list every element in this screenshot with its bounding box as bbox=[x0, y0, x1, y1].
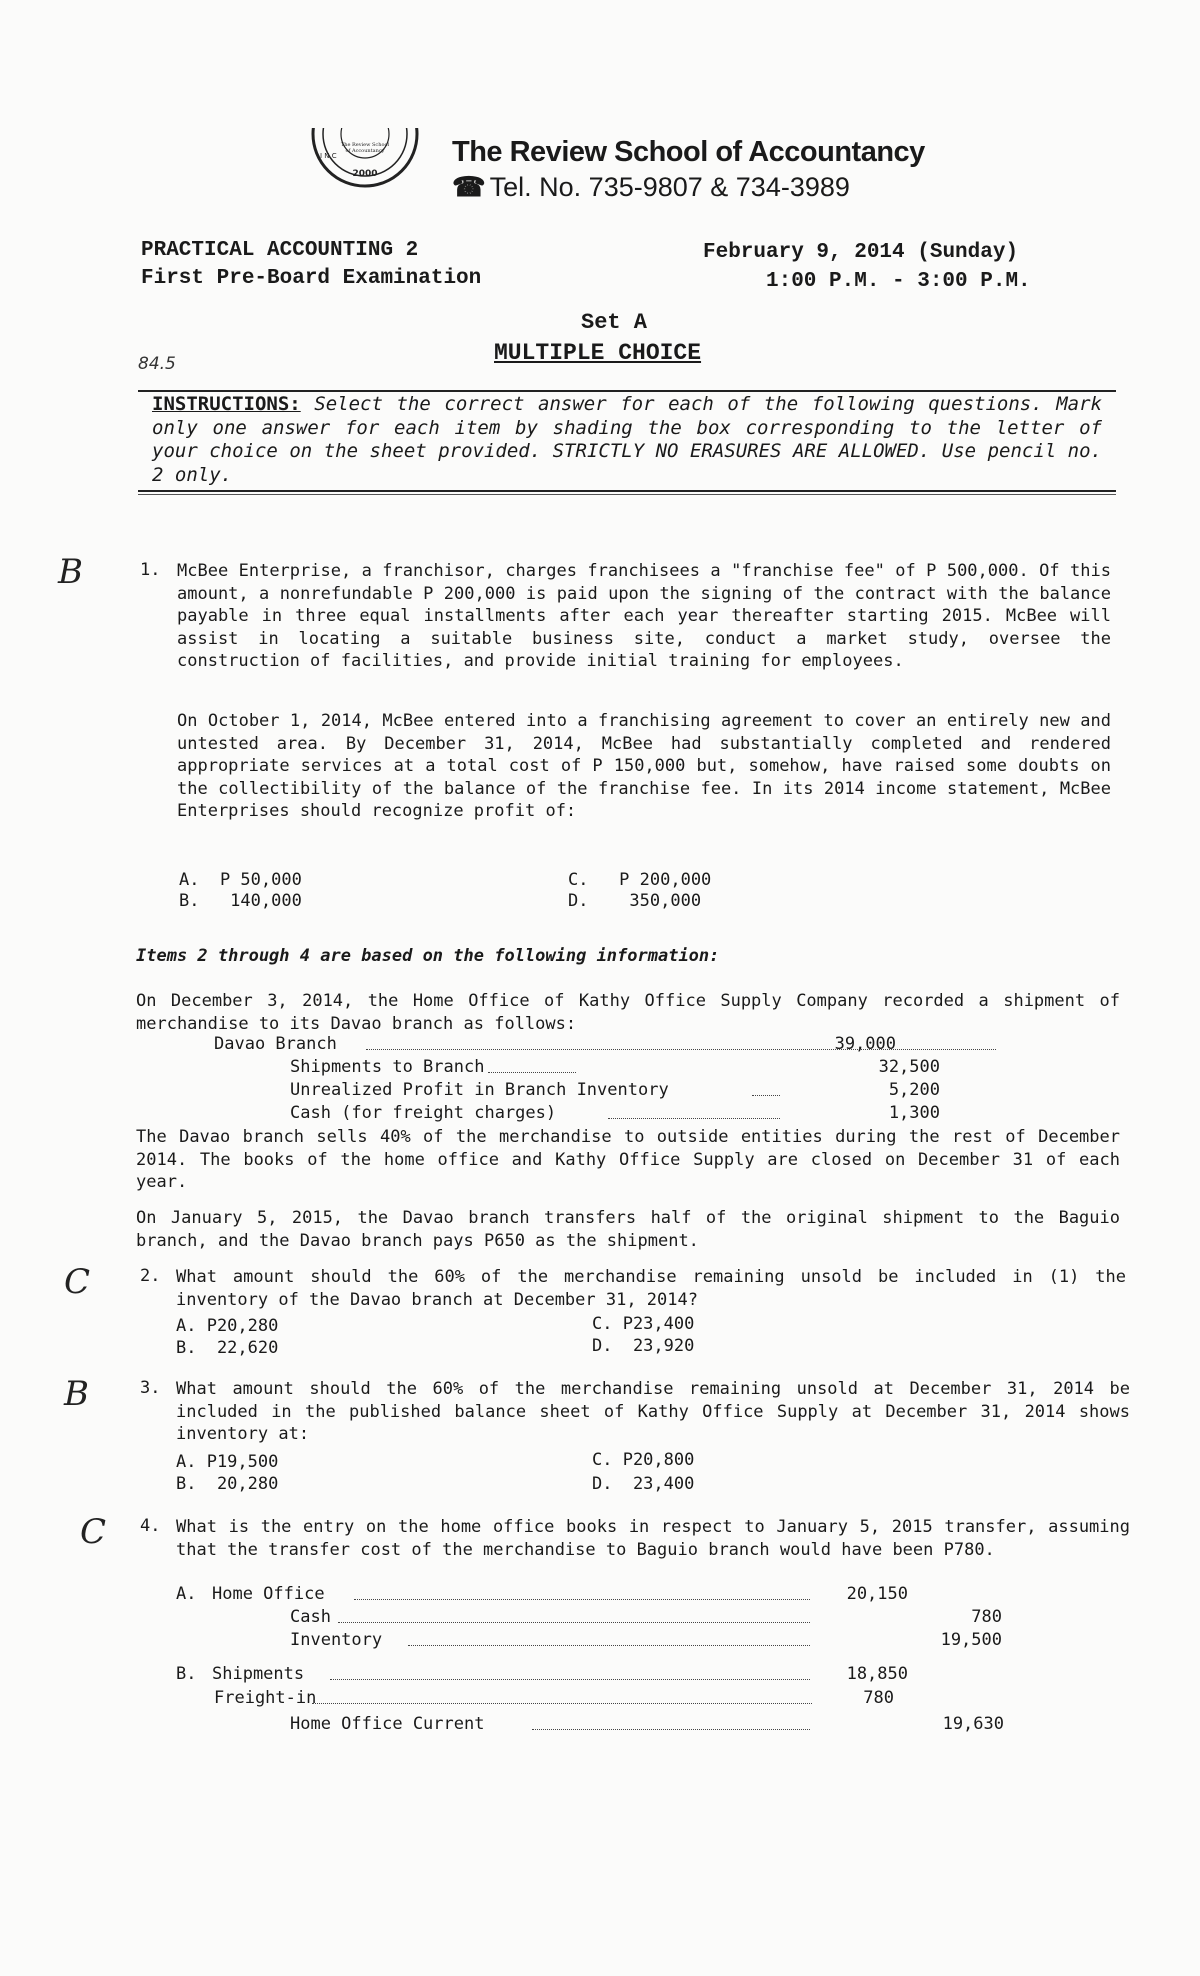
question-2-option-c[interactable]: C. P23,400 bbox=[592, 1314, 695, 1334]
section-title: MULTIPLE CHOICE bbox=[494, 340, 702, 366]
question-1-option-d[interactable]: D. 350,000 bbox=[568, 891, 702, 911]
entry-account: Home Office Current bbox=[290, 1714, 485, 1734]
question-4-number: 4. bbox=[140, 1516, 161, 1536]
instructions-label: INSTRUCTIONS: bbox=[152, 393, 301, 415]
items-heading: Items 2 through 4 are based on the following information: bbox=[136, 946, 720, 966]
dotted-leader bbox=[532, 1714, 810, 1730]
instructions-top-rule bbox=[138, 390, 1116, 392]
instructions-text: Select the correct answer for each of the following questions. Mark only one answer for each item by shading the box corresponding to the letter of your choice on the sheet provided. STRICTLY NO ERASURES ARE ALLOWED. Use pencil no. 2 only. bbox=[152, 393, 1102, 486]
dotted-leader bbox=[330, 1664, 810, 1680]
entry-account: Home Office bbox=[212, 1584, 325, 1604]
school-seal-logo bbox=[306, 128, 424, 188]
question-2-option-a[interactable]: A. P20,280 bbox=[176, 1316, 279, 1336]
phone-icon: ☎ bbox=[452, 172, 486, 202]
entry-account: Shipments bbox=[212, 1664, 305, 1684]
entry-account: Davao Branch bbox=[214, 1034, 337, 1054]
dotted-leader bbox=[488, 1057, 576, 1073]
question-1-option-c[interactable]: C. P 200,000 bbox=[568, 870, 712, 890]
question-4-a-entry-row bbox=[212, 1584, 912, 1606]
entry-credit: 19,500 bbox=[940, 1630, 1002, 1650]
dotted-leader bbox=[752, 1080, 780, 1096]
question-3-text: What amount should the 60% of the merchandise remaining unsold at December 31, 2014 be included in the published balance sheet of Kathy Office Supply at December 31, 2014 shows inventory at: bbox=[176, 1379, 1130, 1444]
question-3-option-a[interactable]: A. P19,500 bbox=[176, 1452, 279, 1472]
dotted-leader bbox=[354, 1584, 810, 1600]
question-1-number: 1. bbox=[140, 560, 161, 580]
entry-credit: 780 bbox=[971, 1607, 1002, 1627]
question-4-a-entry-row bbox=[290, 1630, 1020, 1652]
question-4-text: What is the entry on the home office books in respect to January 5, 2015 transfer, assuming that the transfer cost of the merchandise to Baguio branch would have been P780. bbox=[176, 1517, 1130, 1560]
info-entry-row bbox=[290, 1103, 950, 1125]
dotted-leader bbox=[312, 1688, 812, 1704]
question-4-b-entry-row bbox=[290, 1714, 1020, 1736]
instructions-bottom-rule-2 bbox=[138, 494, 1116, 495]
question-2-number: 2. bbox=[140, 1266, 161, 1286]
handwritten-answer-q3: B bbox=[64, 1374, 89, 1414]
entry-account: Shipments to Branch bbox=[290, 1057, 485, 1077]
question-3-option-b[interactable]: B. 20,280 bbox=[176, 1474, 279, 1494]
svg-text:I N C: I N C bbox=[320, 152, 337, 160]
question-3-number: 3. bbox=[140, 1378, 161, 1398]
entry-debit: 39,000 bbox=[834, 1034, 896, 1054]
entry-debit: 20,150 bbox=[846, 1584, 908, 1604]
info-entry-row bbox=[214, 1034, 914, 1056]
entry-account: Cash (for freight charges) bbox=[290, 1103, 557, 1123]
handwritten-answer-q4: C bbox=[80, 1512, 107, 1552]
entry-debit: 18,850 bbox=[846, 1664, 908, 1684]
handwritten-answer-q1: B bbox=[58, 552, 83, 592]
entry-credit: 32,500 bbox=[878, 1057, 940, 1077]
entry-credit: 19,630 bbox=[942, 1714, 1004, 1734]
info-paragraph-3: On January 5, 2015, the Davao branch transfers half of the original shipment to the Baguio branch, and the Davao branch pays P650 as the shipment. bbox=[136, 1208, 1120, 1251]
entry-credit: 5,200 bbox=[888, 1080, 940, 1100]
exam-title: First Pre-Board Examination bbox=[141, 267, 482, 290]
question-2-text: What amount should the 60% of the merchandise remaining unsold be included in (1) the inventory of the Davao branch at December 31, 2014? bbox=[176, 1267, 1126, 1310]
question-3-option-d[interactable]: D. 23,400 bbox=[592, 1474, 695, 1494]
entry-credit: 1,300 bbox=[888, 1103, 940, 1123]
entry-account: Freight-in bbox=[214, 1688, 317, 1708]
entry-account: Inventory bbox=[290, 1630, 383, 1650]
question-2-option-b[interactable]: B. 22,620 bbox=[176, 1338, 279, 1358]
svg-text:of Accountancy: of Accountancy bbox=[345, 148, 385, 154]
question-2-option-d[interactable]: D. 23,920 bbox=[592, 1336, 695, 1356]
svg-text:2000: 2000 bbox=[352, 169, 378, 179]
svg-text:The Review School: The Review School bbox=[340, 142, 390, 148]
question-4-b-entry-row bbox=[212, 1664, 912, 1686]
school-name: The Review School of Accountancy bbox=[452, 136, 925, 168]
telephone-text: Tel. No. 735-9807 & 734-3989 bbox=[489, 172, 850, 202]
exam-subject: PRACTICAL ACCOUNTING 2 bbox=[141, 239, 419, 262]
dotted-leader bbox=[338, 1607, 810, 1623]
question-4-option-b-letter[interactable]: B. bbox=[176, 1664, 197, 1684]
question-1-option-b[interactable]: B. 140,000 bbox=[179, 891, 302, 911]
info-entry-row bbox=[290, 1057, 950, 1079]
info-paragraph-2: The Davao branch sells 40% of the merchandise to outside entities during the rest of December 2014. The books of the home office and Kathy Office Supply are closed on December 31 of each year. bbox=[136, 1127, 1120, 1192]
instructions-block bbox=[152, 393, 1102, 487]
question-1-paragraph-2: On October 1, 2014, McBee entered into a franchising agreement to cover an entirely new and untested area. By December 31, 2014, McBee had substantially completed and rendered appropriate services at a total cost of P 150,000 but, somehow, have raised some doubts on the collectibility of the balance of the franchise fee. In its 2014 income statement, McBee Enterprises should recognize profit of: bbox=[177, 711, 1111, 821]
question-1-option-a[interactable]: A. P 50,000 bbox=[179, 870, 302, 890]
entry-account: Unrealized Profit in Branch Inventory bbox=[290, 1080, 669, 1100]
info-entry-row bbox=[290, 1080, 950, 1102]
question-4-a-entry-row bbox=[290, 1607, 1020, 1629]
question-1-paragraph-1: McBee Enterprise, a franchisor, charges franchisees a "franchise fee" of P 500,000. Of this amount, a nonrefundable P 200,000 is paid upon the signing of the contract with the balance payable in three equal installments after each year thereafter starting 2015. McBee will assist in locating a suitable business site, conduct a market study, oversee the construction of facilities, and provide initial training for employees. bbox=[177, 561, 1111, 671]
telephone-line bbox=[452, 172, 850, 203]
question-3-option-c[interactable]: C. P20,800 bbox=[592, 1450, 695, 1470]
dotted-leader bbox=[608, 1103, 780, 1119]
handwritten-answer-q2: C bbox=[64, 1262, 91, 1302]
exam-date: February 9, 2014 (Sunday) bbox=[703, 241, 1019, 264]
question-4-option-a-letter[interactable]: A. bbox=[176, 1584, 197, 1604]
dotted-leader bbox=[366, 1034, 996, 1050]
info-paragraph-1: On December 3, 2014, the Home Office of Kathy Office Supply Company recorded a shipment of merchandise to its Davao branch as follows: bbox=[136, 991, 1120, 1034]
exam-set: Set A bbox=[581, 310, 648, 335]
dotted-leader bbox=[408, 1630, 810, 1646]
handwritten-score: 84.5 bbox=[138, 354, 176, 374]
instructions-bottom-rule bbox=[138, 490, 1116, 492]
exam-time: 1:00 P.M. - 3:00 P.M. bbox=[766, 270, 1031, 293]
question-4-b-entry-row bbox=[214, 1688, 914, 1710]
entry-debit: 780 bbox=[863, 1688, 894, 1708]
entry-account: Cash bbox=[290, 1607, 331, 1627]
